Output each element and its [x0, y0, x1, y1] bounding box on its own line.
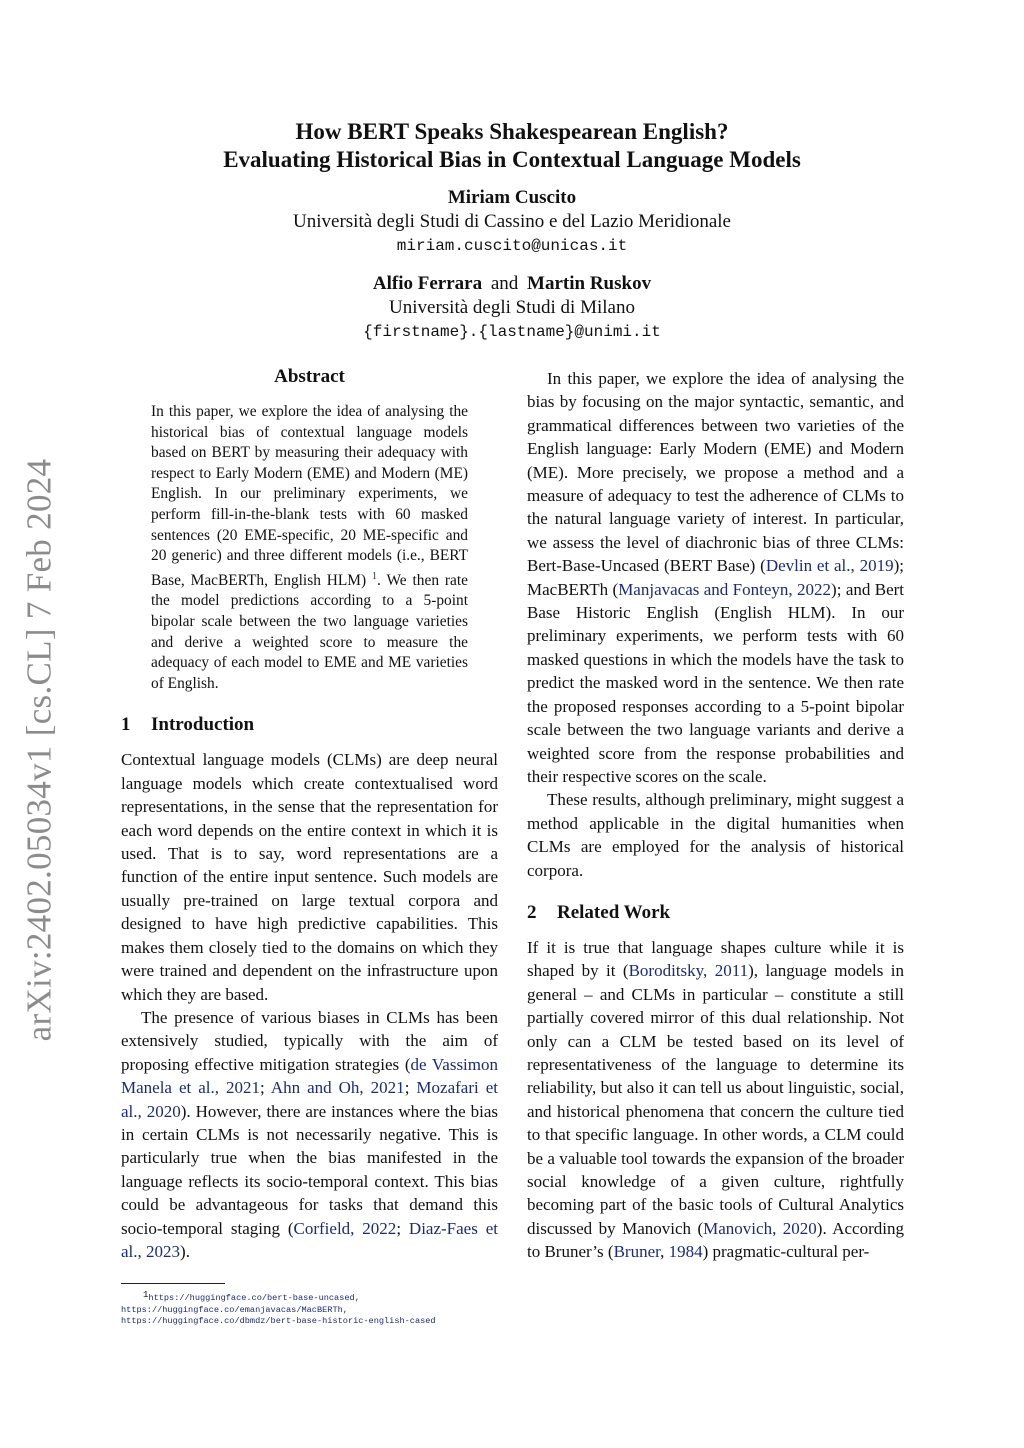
author-email[interactable]: miriam.cuscito@unicas.it: [396, 237, 628, 255]
paper-header: [120, 118, 904, 344]
author-name: Miriam Cuscito: [447, 187, 577, 208]
author-conjunction: and: [490, 273, 519, 294]
citation-link[interactable]: de Vassimon Manela et al., 2021: [121, 1054, 499, 1098]
intro-paragraph: The presence of various biases in CLMs has been extensively studied, typically with the aim of proposing effective mitigation strategies (de Vassimon Manela et al., 2021; Ahn and Oh, 2021; Mozafari et al., 2020). However, there are instances where the bias in certain CLMs is not necessarily negative. This is particularly true when the bias manifested in the language reflects its socio-temporal context. This bias could be advantageous for tasks that demand this socio-temporal staging (Corfield, 2022; Diaz-Faes et al., 2023).: [121, 1007, 499, 1261]
footnote-url[interactable]: https://huggingface.co/dbmdz/bert-base-historic-english-cased: [121, 1316, 436, 1326]
section-heading-related-work: 2 Related Work: [527, 901, 671, 923]
citation-link[interactable]: Devlin et al., 2019: [765, 556, 894, 576]
author-names-line: [120, 272, 904, 296]
footnote-url[interactable]: https://huggingface.co/emanjavacas/MacBERTh: [121, 1304, 343, 1315]
citation-link[interactable]: Mozafari et al., 2020: [121, 1078, 498, 1121]
citation-link[interactable]: Boroditsky, 2011: [628, 961, 749, 981]
author-affiliation: Università degli Studi di Cassino e del Lazio Meridionale: [293, 211, 731, 232]
paper-title: [120, 118, 904, 174]
citation-link[interactable]: Corfield, 2022: [293, 1218, 397, 1238]
intro-paragraph: Contextual language models (CLMs) are deep neural language models which create contextualised word representations, in the sense that the representation for each word depends on the entire context in which it is used. That is to say, word representations are a function of the entire input sentence. Such models are usually pre-trained on large textual corpora and designed to have high predictive capabilities. This makes them closely tied to the domains on which they were trained and dependent on the infrastructure upon which they are based.: [121, 750, 498, 1004]
citation-link[interactable]: 1984: [668, 1242, 703, 1262]
arxiv-identifier: arXiv:2402.05034v1 [cs.CL] 7 Feb 2024: [19, 458, 58, 1042]
footnote-url[interactable]: https://huggingface.co/bert-base-uncased: [148, 1293, 355, 1303]
author-name: Martin Ruskov: [527, 273, 652, 294]
footnote: $^1$https://huggingface.co/bert-base-uncased, https://huggingface.co/emanjavacas/MacBERTh, https://huggingface.co/dbmdz/bert-base-historic-english-cased: [121, 1290, 436, 1326]
right-column: [527, 367, 904, 1264]
intro-paragraph: In this paper, we explore the idea of analysing the bias by focusing on the major syntactic, semantic, and grammatical differences between two varieties of the English language: Early Modern (EME) and Modern (ME). More precisely, we propose a method and a measure of adequacy to test the adherence of CLMs to the natural language variety of interest. In particular, we assess the level of diachronic bias of three CLMs: Bert-Base-Uncased (BERT Base) (Devlin et al., 2019); MacBERTh (Manjavacas and Fonteyn, 2022); and Bert Base Historic English (English HLM). In our preliminary experiments, we perform tests with 60 masked questions in which the models have the task to predict the masked word in the sentence. We then rate the proposed responses according to a 5-point bipolar scale between the two language variants and derive a weighted score from the response probabilities and their respective scores on the scale.: [527, 369, 905, 786]
footnote-mark: 1: [143, 1290, 149, 1300]
section-heading-introduction: 1 Introduction: [121, 714, 255, 736]
citation-link[interactable]: Diaz-Faes et al., 2023: [121, 1218, 498, 1261]
footnote-divider: [121, 1283, 225, 1284]
title-line-1: How BERT Speaks Shakespearean English?: [295, 119, 729, 144]
abstract-heading: Abstract: [274, 366, 345, 387]
citation-link[interactable]: Ahn and Oh, 2021: [270, 1078, 405, 1098]
footnote-ref[interactable]: 1: [372, 570, 378, 582]
intro-paragraph: These results, although preliminary, might suggest a method applicable in the digital humanities when CLMs are employed for the analysis of historical corpora.: [527, 790, 904, 880]
author-affiliation: Università degli Studi di Milano: [389, 297, 635, 318]
abstract-text: In this paper, we explore the idea of analysing the historical bias of contextual language models based on BERT by measuring their adequacy with respect to Early Modern (EME) and Modern (ME) English. In our preliminary experiments, we perform fill-in-the-blank tests with 60 masked sentences (20 EME-specific, 20 ME-specific and 20 generic) and three different models (i.e., BERT Base, MacBERTh, English HLM) $^1$. We then rate the model predictions according to a 5-point bipolar scale between the two language varieties and derive a weighted score to measure the adequacy of each model to EME and ME varieties of English.: [151, 403, 468, 692]
citation-link[interactable]: Manovich, 2020: [703, 1218, 817, 1238]
citation-link[interactable]: Bruner: [613, 1242, 661, 1262]
author-email[interactable]: {firstname}.{lastname}@unimi.it: [363, 323, 661, 341]
related-work-paragraph: If it is true that language shapes culture while it is shaped by it (Boroditsky, 2011), language models in general – and CLMs in particular – constitute a still partially covered mirror of this dual relationship. Not only can a CLM be tested based on its level of representativeness of the language to determine its reliability, but also it can tell us about linguistic, social, and historical phenomena that concern the culture tied to that specific language. In other words, a CLM could be a valuable tool towards the expansion of the broader social knowledge of a given culture, rightfully becoming part of the basic tools of Cultural Analytics discussed by Manovich (Manovich, 2020). According to Bruner’s (Bruner, 1984) pragmatic-cultural per-: [527, 937, 904, 1262]
arxiv-stamp: [14, 460, 64, 1040]
author-block-1: [120, 186, 904, 258]
title-line-2: Evaluating Historical Bias in Contextual Language Models: [223, 147, 801, 172]
author-name: Alfio Ferrara: [372, 273, 483, 294]
citation-link[interactable]: Manjavacas and Fonteyn, 2022: [618, 579, 832, 599]
author-block-2: [120, 272, 904, 344]
left-column: [121, 364, 498, 1263]
